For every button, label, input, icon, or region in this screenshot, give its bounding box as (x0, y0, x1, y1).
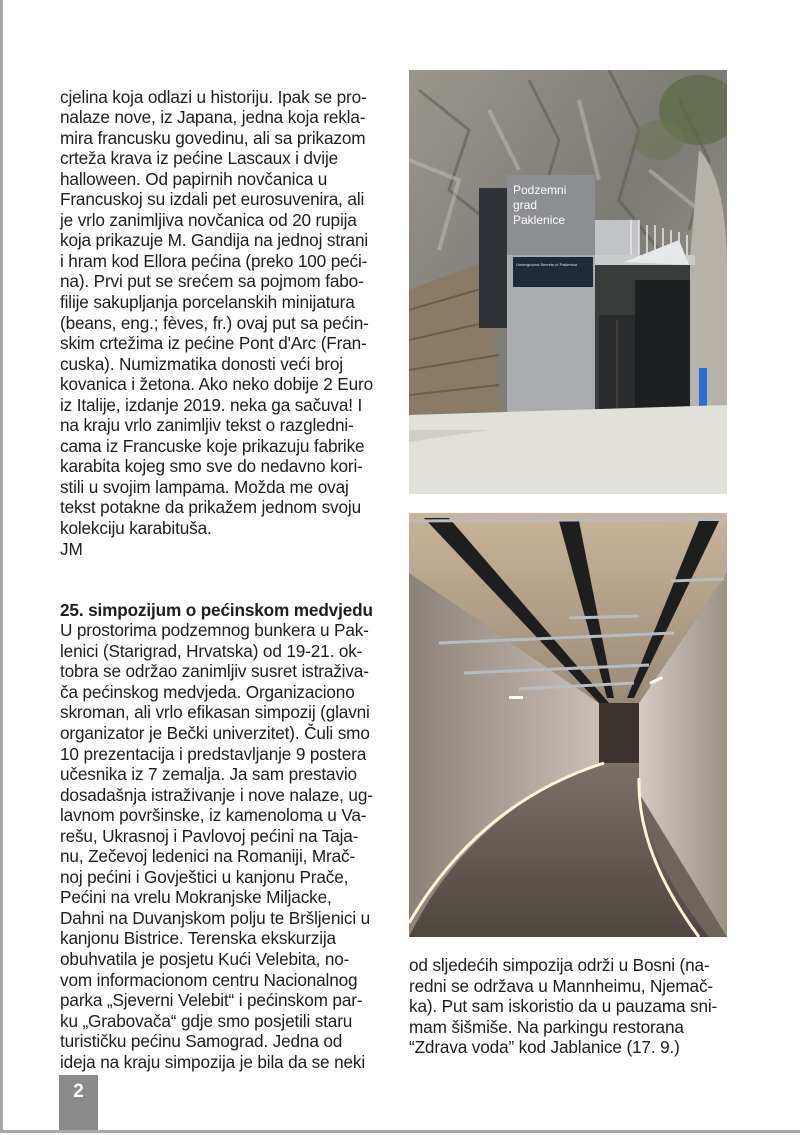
text-line: cuska). Numizmatika donosti veći broj (60, 353, 343, 374)
bunker-corridor-image (409, 513, 727, 937)
text-line: Francuskoj su izdali pet eurosuvenira, ali (60, 189, 365, 210)
text-line: učesnika iz 7 zemalja. Ja sam prestavio (60, 764, 357, 785)
text-line: Pećini na vrelu Mokranjske Miljacke, (60, 887, 332, 908)
text-line: od sljedećih simpozija održi u Bosni (na- (409, 955, 710, 975)
article-end-text (60, 66, 390, 559)
text-line: lenici (Starigrad, Hrvatska) od 19-21. ok- (60, 640, 363, 661)
text-line: lavnom površinske, iz kamenoloma u Va- (60, 805, 367, 826)
text-line: je vrlo zanimljiva novčanica od 20 rupija (60, 209, 357, 230)
text-line: na). Prvi put se srećem sa pojmom fabo- (60, 271, 364, 292)
section-heading: 25. simpozijum o pećinskom medvjedu (60, 599, 373, 620)
text-line: nalaze nove, iz Japana, jedna koja rekla- (60, 107, 366, 128)
text-line: nu, Zečevoj ledenici na Romaniji, Mrač- (60, 846, 356, 867)
photo-bunker-entrance (409, 70, 727, 494)
text-line: turističku pećinu Samograd. Jedna od (60, 1031, 343, 1052)
text-line: iz Italije, izdanje 2019. neka ga sačuva! I (60, 394, 363, 415)
svg-text:Paklenice: Paklenice (513, 213, 566, 227)
text-line: tekst potakne da prikažem jednom svoju (60, 497, 361, 518)
text-line: crteža krava iz pećine Lascaux i dvije (60, 148, 339, 169)
text-line: (beans, eng.; fèves, fr.) ovaj put sa pećin- (60, 312, 369, 333)
text-line: dosadašnja istraživanje i nove nalaze, ug- (60, 784, 373, 805)
text-line: tobra se održao zanimljiv susret istraživa- (60, 661, 369, 682)
page-number: 2 (59, 1075, 98, 1130)
text-line: ča pećinskog medvjeda. Organizaciono (60, 681, 355, 702)
text-line: i hram kod Ellora pećina (preko 100 peći- (60, 250, 368, 271)
text-line: halloween. Od papirnih novčanica u (60, 168, 328, 189)
text-line: noj pećini i Govještici u kanjonu Prače, (60, 866, 349, 887)
text-line: mam šišmiše. Na parkingu restorana (409, 1016, 684, 1037)
text-line: redni se održava u Mannheimu, Njemač- (409, 975, 713, 996)
text-line: filije sakupljanja porcelanskih minijatura (60, 292, 355, 313)
svg-text:Underground Secrets of Pakleni: Underground Secrets of Paklenica (516, 262, 577, 267)
text-line: kolekciju karabituša. (60, 518, 212, 539)
text-line: na kraju vrlo zanimljiv tekst o razgledni- (60, 415, 354, 436)
page-border-bottom (0, 1130, 800, 1133)
right-column-text (409, 955, 739, 1058)
photo-bunker-corridor (409, 513, 727, 937)
text-line: kanjonu Bistrice. Terenska ekskurzija (60, 928, 336, 949)
text-line: stili u svojim lampama. Možda me ovaj (60, 476, 349, 497)
author-signature: JM (60, 538, 83, 559)
text-line: koja prikazuje M. Gandija na jednoj strani (60, 230, 369, 251)
text-line: ka). Put sam iskoristio da u pauzama sni- (409, 996, 718, 1017)
text-line: “Zdrava voda” kod Jablanice (17. 9.) (409, 1037, 680, 1058)
text-line: skim crtežima iz pećine Pont d'Arc (Fran- (60, 333, 367, 354)
text-line: kovanica i žetona. Ako neko dobije 2 Euro (60, 374, 373, 395)
text-line: mira francusku govedinu, ali sa prikazom (60, 127, 366, 148)
text-line: ideja na kraju simpozija je bila da se neki (60, 1051, 366, 1072)
text-line: organizator je Bečki univerzitet). Čuli smo (60, 722, 370, 743)
text-line: cjelina koja odlazi u historiju. Ipak se pro- (60, 86, 367, 107)
text-line: obuhvatila je posjetu Kući Velebita, no- (60, 948, 350, 969)
svg-text:grad: grad (513, 198, 538, 212)
left-column (60, 66, 390, 1072)
text-line: skroman, ali vrlo efikasan simpozij (glavni (60, 702, 370, 723)
text-line: 10 prezentacija i predstavljanje 9 postera (60, 743, 367, 764)
text-line: rešu, Ukrasnoj i Pavlovoj pećini na Taja- (60, 825, 359, 846)
text-line: ku „Grabovača“ gdje smo posjetili staru (60, 1010, 353, 1031)
bunker-entrance-image (409, 70, 727, 494)
text-line: karabita kojeg smo sve do nedavno kori- (60, 456, 363, 477)
text-line: U prostorima podzemnog bunkera u Pak- (60, 620, 369, 641)
page-border-left (0, 0, 3, 1133)
text-line: parka „Sjeverni Velebit“ i pećinskom par- (60, 990, 363, 1011)
text-line: Dahni na Duvanjskom polju te Bršljenici u (60, 907, 371, 928)
svg-text:Podzemni: Podzemni (513, 183, 567, 197)
text-line: cama iz Francuske koje prikazuju fabrike (60, 435, 365, 456)
text-line: vom informacionom centru Nacionalnog (60, 969, 358, 990)
